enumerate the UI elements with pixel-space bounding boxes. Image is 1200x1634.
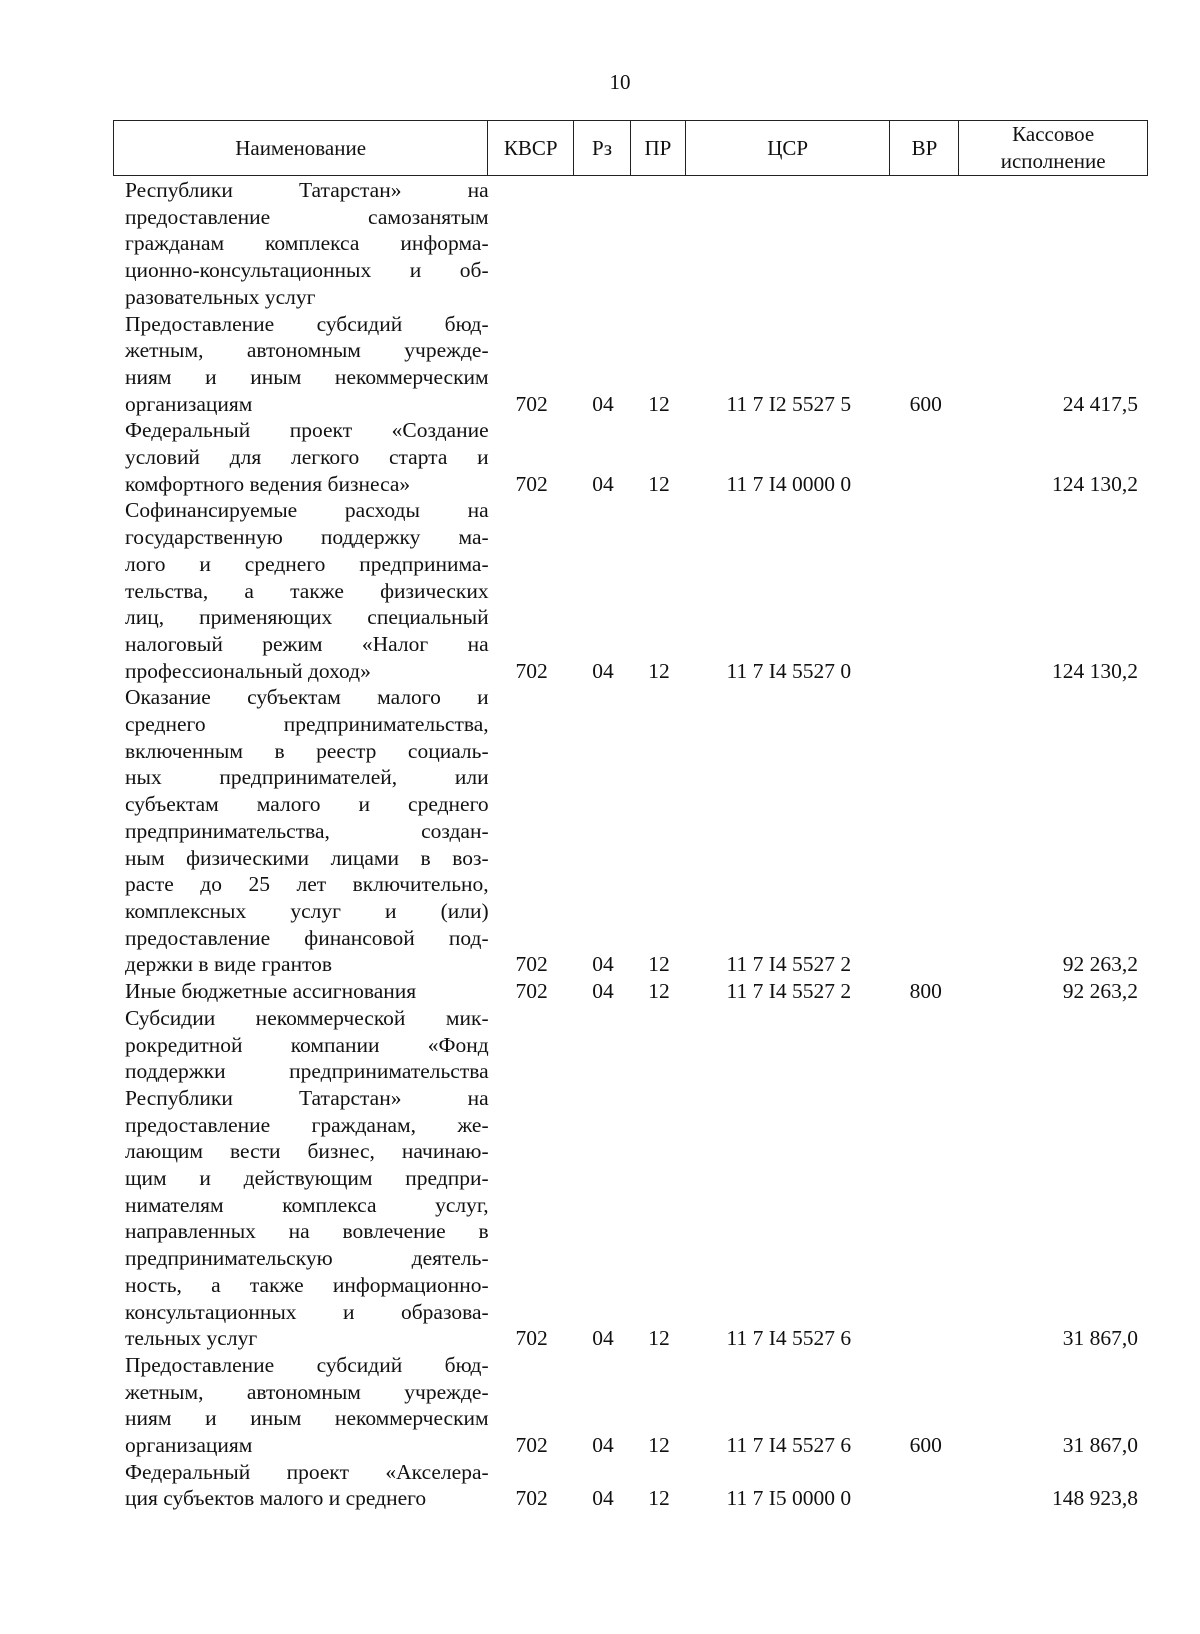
cell-csr [686, 417, 891, 497]
header-csr: ЦСР [686, 121, 891, 175]
cell-pr [632, 1352, 687, 1459]
cell-sum-value: 124 130,2 [1052, 658, 1139, 683]
name-line: включенным в реестр социаль- [125, 738, 489, 763]
name-line: комфортного ведения бизнеса» [125, 471, 411, 496]
cell-csr [686, 177, 891, 311]
cell-vr-value: 600 [909, 1433, 942, 1458]
cell-rz [575, 311, 632, 418]
cell-csr [686, 1459, 891, 1512]
name-line: консультационных и образова- [125, 1299, 489, 1324]
name-line: предоставление гражданам, же- [125, 1112, 489, 1137]
name-line: рокредитной компании «Фонд [125, 1032, 489, 1057]
name-line: гражданам комплекса информа- [125, 231, 489, 256]
name-line: лого и среднего предпринима- [125, 551, 489, 576]
cell-name [113, 177, 489, 311]
name-line: ниям и иным некоммерческим [125, 364, 489, 389]
header-sum: Кассовое исполнение [1000, 122, 1106, 173]
cell-kvsr-value: 702 [515, 952, 548, 977]
cell-sum-value: 148 923,8 [1052, 1486, 1139, 1511]
cell-kvsr [489, 684, 575, 978]
name-line: Софинансируемые расходы на [125, 498, 489, 523]
cell-kvsr-value: 702 [515, 1486, 548, 1511]
table-row [113, 684, 1148, 978]
cell-vr [891, 978, 960, 1005]
name-line: предпринимательскую деятель- [125, 1246, 489, 1271]
cell-rz-value: 04 [592, 1486, 614, 1511]
header-vr: ВР [890, 121, 959, 175]
cell-rz-value: 04 [592, 471, 614, 496]
header-kvsr: КВСР [488, 121, 574, 175]
name-line: организациям [125, 1433, 253, 1458]
cell-pr [632, 177, 687, 311]
cell-sum [960, 978, 1148, 1005]
table-row [113, 1005, 1148, 1352]
cell-kvsr-value: 702 [515, 658, 548, 683]
name-line: поддержки предпринимательства [125, 1059, 489, 1084]
name-line: предпринимательства, создан- [125, 818, 489, 843]
cell-rz [575, 497, 632, 684]
cell-rz [575, 417, 632, 497]
cell-name [113, 417, 489, 497]
cell-name [113, 1005, 489, 1352]
cell-rz [575, 978, 632, 1005]
cell-sum [960, 1352, 1148, 1459]
table-row [113, 497, 1148, 684]
name-line: тельных услуг [125, 1326, 258, 1351]
cell-pr-value: 12 [648, 658, 670, 683]
name-line: Федеральный проект «Создание [125, 418, 489, 443]
cell-pr [632, 684, 687, 978]
cell-kvsr [489, 1005, 575, 1352]
table-row [113, 978, 1148, 1005]
cell-csr-value: 11 7 I2 5527 5 [726, 391, 852, 416]
name-line: Субсидии некоммерческой мик- [125, 1005, 489, 1030]
cell-rz-value: 04 [592, 658, 614, 683]
table-row [113, 177, 1148, 311]
cell-rz [575, 684, 632, 978]
cell-csr [686, 684, 891, 978]
cell-rz-value: 04 [592, 391, 614, 416]
name-line: ным физическими лицами в воз- [125, 845, 489, 870]
cell-vr [891, 417, 960, 497]
cell-kvsr [489, 417, 575, 497]
cell-name [113, 978, 489, 1005]
cell-pr-value: 12 [648, 952, 670, 977]
cell-vr-value: 600 [909, 391, 942, 416]
cell-rz [575, 1459, 632, 1512]
cell-csr-value: 11 7 I4 5527 6 [726, 1433, 852, 1458]
cell-pr-value: 12 [648, 471, 670, 496]
cell-rz-value: 04 [592, 1326, 614, 1351]
name-line: субъектам малого и среднего [125, 792, 489, 817]
name-line: Республики Татарстан» на [125, 178, 489, 202]
cell-csr [686, 497, 891, 684]
cell-sum-value: 24 417,5 [1062, 391, 1139, 416]
cell-rz [575, 1352, 632, 1459]
cell-vr [891, 1005, 960, 1352]
cell-vr-value: 800 [909, 979, 942, 1004]
cell-sum-value: 92 263,2 [1062, 979, 1139, 1004]
cell-csr [686, 311, 891, 418]
cell-kvsr-value: 702 [515, 1326, 548, 1351]
cell-pr-value: 12 [648, 1486, 670, 1511]
name-line: предоставление самозанятым [125, 204, 489, 229]
cell-kvsr-value: 702 [515, 979, 548, 1004]
name-line: ность, а также информационно- [125, 1272, 489, 1297]
name-line: держки в виде грантов [125, 952, 333, 977]
name-line: условий для легкого старта и [125, 445, 489, 470]
cell-sum-value: 124 130,2 [1052, 471, 1139, 496]
cell-kvsr [489, 1352, 575, 1459]
cell-rz-value: 04 [592, 979, 614, 1004]
cell-sum-value: 31 867,0 [1062, 1433, 1139, 1458]
name-line: Федеральный проект «Акселера- [125, 1459, 489, 1484]
name-line: разовательных услуг [125, 284, 316, 309]
name-line: Оказание субъектам малого и [125, 685, 489, 710]
table-row [113, 1352, 1148, 1459]
name-line: расте до 25 лет включительно, [125, 872, 489, 897]
cell-sum [960, 497, 1148, 684]
header-rz: Рз [574, 121, 631, 175]
name-line: лающим вести бизнес, начинаю- [125, 1139, 489, 1164]
name-line: щим и действующим предпри- [125, 1166, 489, 1191]
table-row [113, 1459, 1148, 1512]
cell-pr [632, 1459, 687, 1512]
name-line: профессиональный доход» [125, 658, 371, 683]
cell-kvsr [489, 1459, 575, 1512]
cell-rz [575, 1005, 632, 1352]
cell-pr-value: 12 [648, 1433, 670, 1458]
cell-name [113, 1459, 489, 1512]
cell-pr [632, 497, 687, 684]
cell-name [113, 311, 489, 418]
cell-pr-value: 12 [648, 1326, 670, 1351]
cell-pr-value: 12 [648, 391, 670, 416]
cell-pr [632, 311, 687, 418]
cell-csr [686, 1005, 891, 1352]
name-line: ционно-консультационных и об- [125, 258, 489, 283]
name-line: Иные бюджетные ассигнования [125, 979, 417, 1004]
cell-kvsr [489, 497, 575, 684]
name-line: государственную поддержку ма- [125, 525, 489, 550]
cell-sum [960, 684, 1148, 978]
table-row [113, 417, 1148, 497]
cell-sum [960, 1459, 1148, 1512]
cell-pr [632, 417, 687, 497]
name-line: жетным, автономным учрежде- [125, 1379, 489, 1404]
page-number: 10 [609, 70, 631, 94]
name-line: ных предпринимателей, или [125, 765, 489, 790]
name-line: налоговый режим «Налог на [125, 631, 489, 656]
name-line: Республики Татарстан» на [125, 1085, 489, 1110]
table-header [113, 120, 1148, 176]
name-line: ция субъектов малого и среднего [125, 1486, 427, 1511]
header-name: Наименование [114, 121, 488, 175]
cell-csr-value: 11 7 I4 0000 0 [726, 471, 852, 496]
name-line: комплексных услуг и (или) [125, 898, 489, 923]
cell-csr-value: 11 7 I4 5527 6 [726, 1326, 852, 1351]
table-body [113, 177, 1148, 1512]
name-line: среднего предпринимательства, [125, 712, 489, 737]
cell-csr-value: 11 7 I4 5527 0 [726, 658, 852, 683]
cell-sum [960, 311, 1148, 418]
name-line: Предоставление субсидий бюд- [125, 311, 489, 336]
cell-sum [960, 417, 1148, 497]
name-line: организациям [125, 391, 253, 416]
cell-rz [575, 177, 632, 311]
cell-sum-value: 92 263,2 [1062, 952, 1139, 977]
cell-csr [686, 1352, 891, 1459]
cell-pr [632, 978, 687, 1005]
cell-rz-value: 04 [592, 952, 614, 977]
table-row [113, 311, 1148, 418]
cell-kvsr-value: 702 [515, 391, 548, 416]
cell-vr [891, 684, 960, 978]
name-line: нимателям комплекса услуг, [125, 1192, 489, 1217]
cell-csr [686, 978, 891, 1005]
cell-csr-value: 11 7 I5 0000 0 [726, 1486, 852, 1511]
header-pr: ПР [631, 121, 686, 175]
cell-kvsr-value: 702 [515, 1433, 548, 1458]
cell-vr [891, 177, 960, 311]
name-line: ниям и иным некоммерческим [125, 1406, 489, 1431]
cell-kvsr-value: 702 [515, 471, 548, 496]
cell-vr [891, 311, 960, 418]
cell-vr [891, 1352, 960, 1459]
cell-kvsr [489, 311, 575, 418]
cell-csr-value: 11 7 I4 5527 2 [726, 979, 852, 1004]
name-line: направленных на вовлечение в [125, 1219, 489, 1244]
cell-name [113, 1352, 489, 1459]
cell-name [113, 497, 489, 684]
name-line: лиц, применяющих специальный [125, 605, 489, 630]
name-line: предоставление финансовой под- [125, 925, 489, 950]
cell-sum [960, 177, 1148, 311]
cell-pr-value: 12 [648, 979, 670, 1004]
cell-pr [632, 1005, 687, 1352]
cell-csr-value: 11 7 I4 5527 2 [726, 952, 852, 977]
cell-rz-value: 04 [592, 1433, 614, 1458]
cell-vr [891, 497, 960, 684]
cell-name [113, 684, 489, 978]
cell-vr [891, 1459, 960, 1512]
cell-kvsr [489, 978, 575, 1005]
name-line: Предоставление субсидий бюд- [125, 1352, 489, 1377]
cell-kvsr [489, 177, 575, 311]
name-line: тельства, а также физических [125, 578, 489, 603]
cell-sum [960, 1005, 1148, 1352]
cell-sum-value: 31 867,0 [1062, 1326, 1139, 1351]
name-line: жетным, автономным учрежде- [125, 338, 489, 363]
